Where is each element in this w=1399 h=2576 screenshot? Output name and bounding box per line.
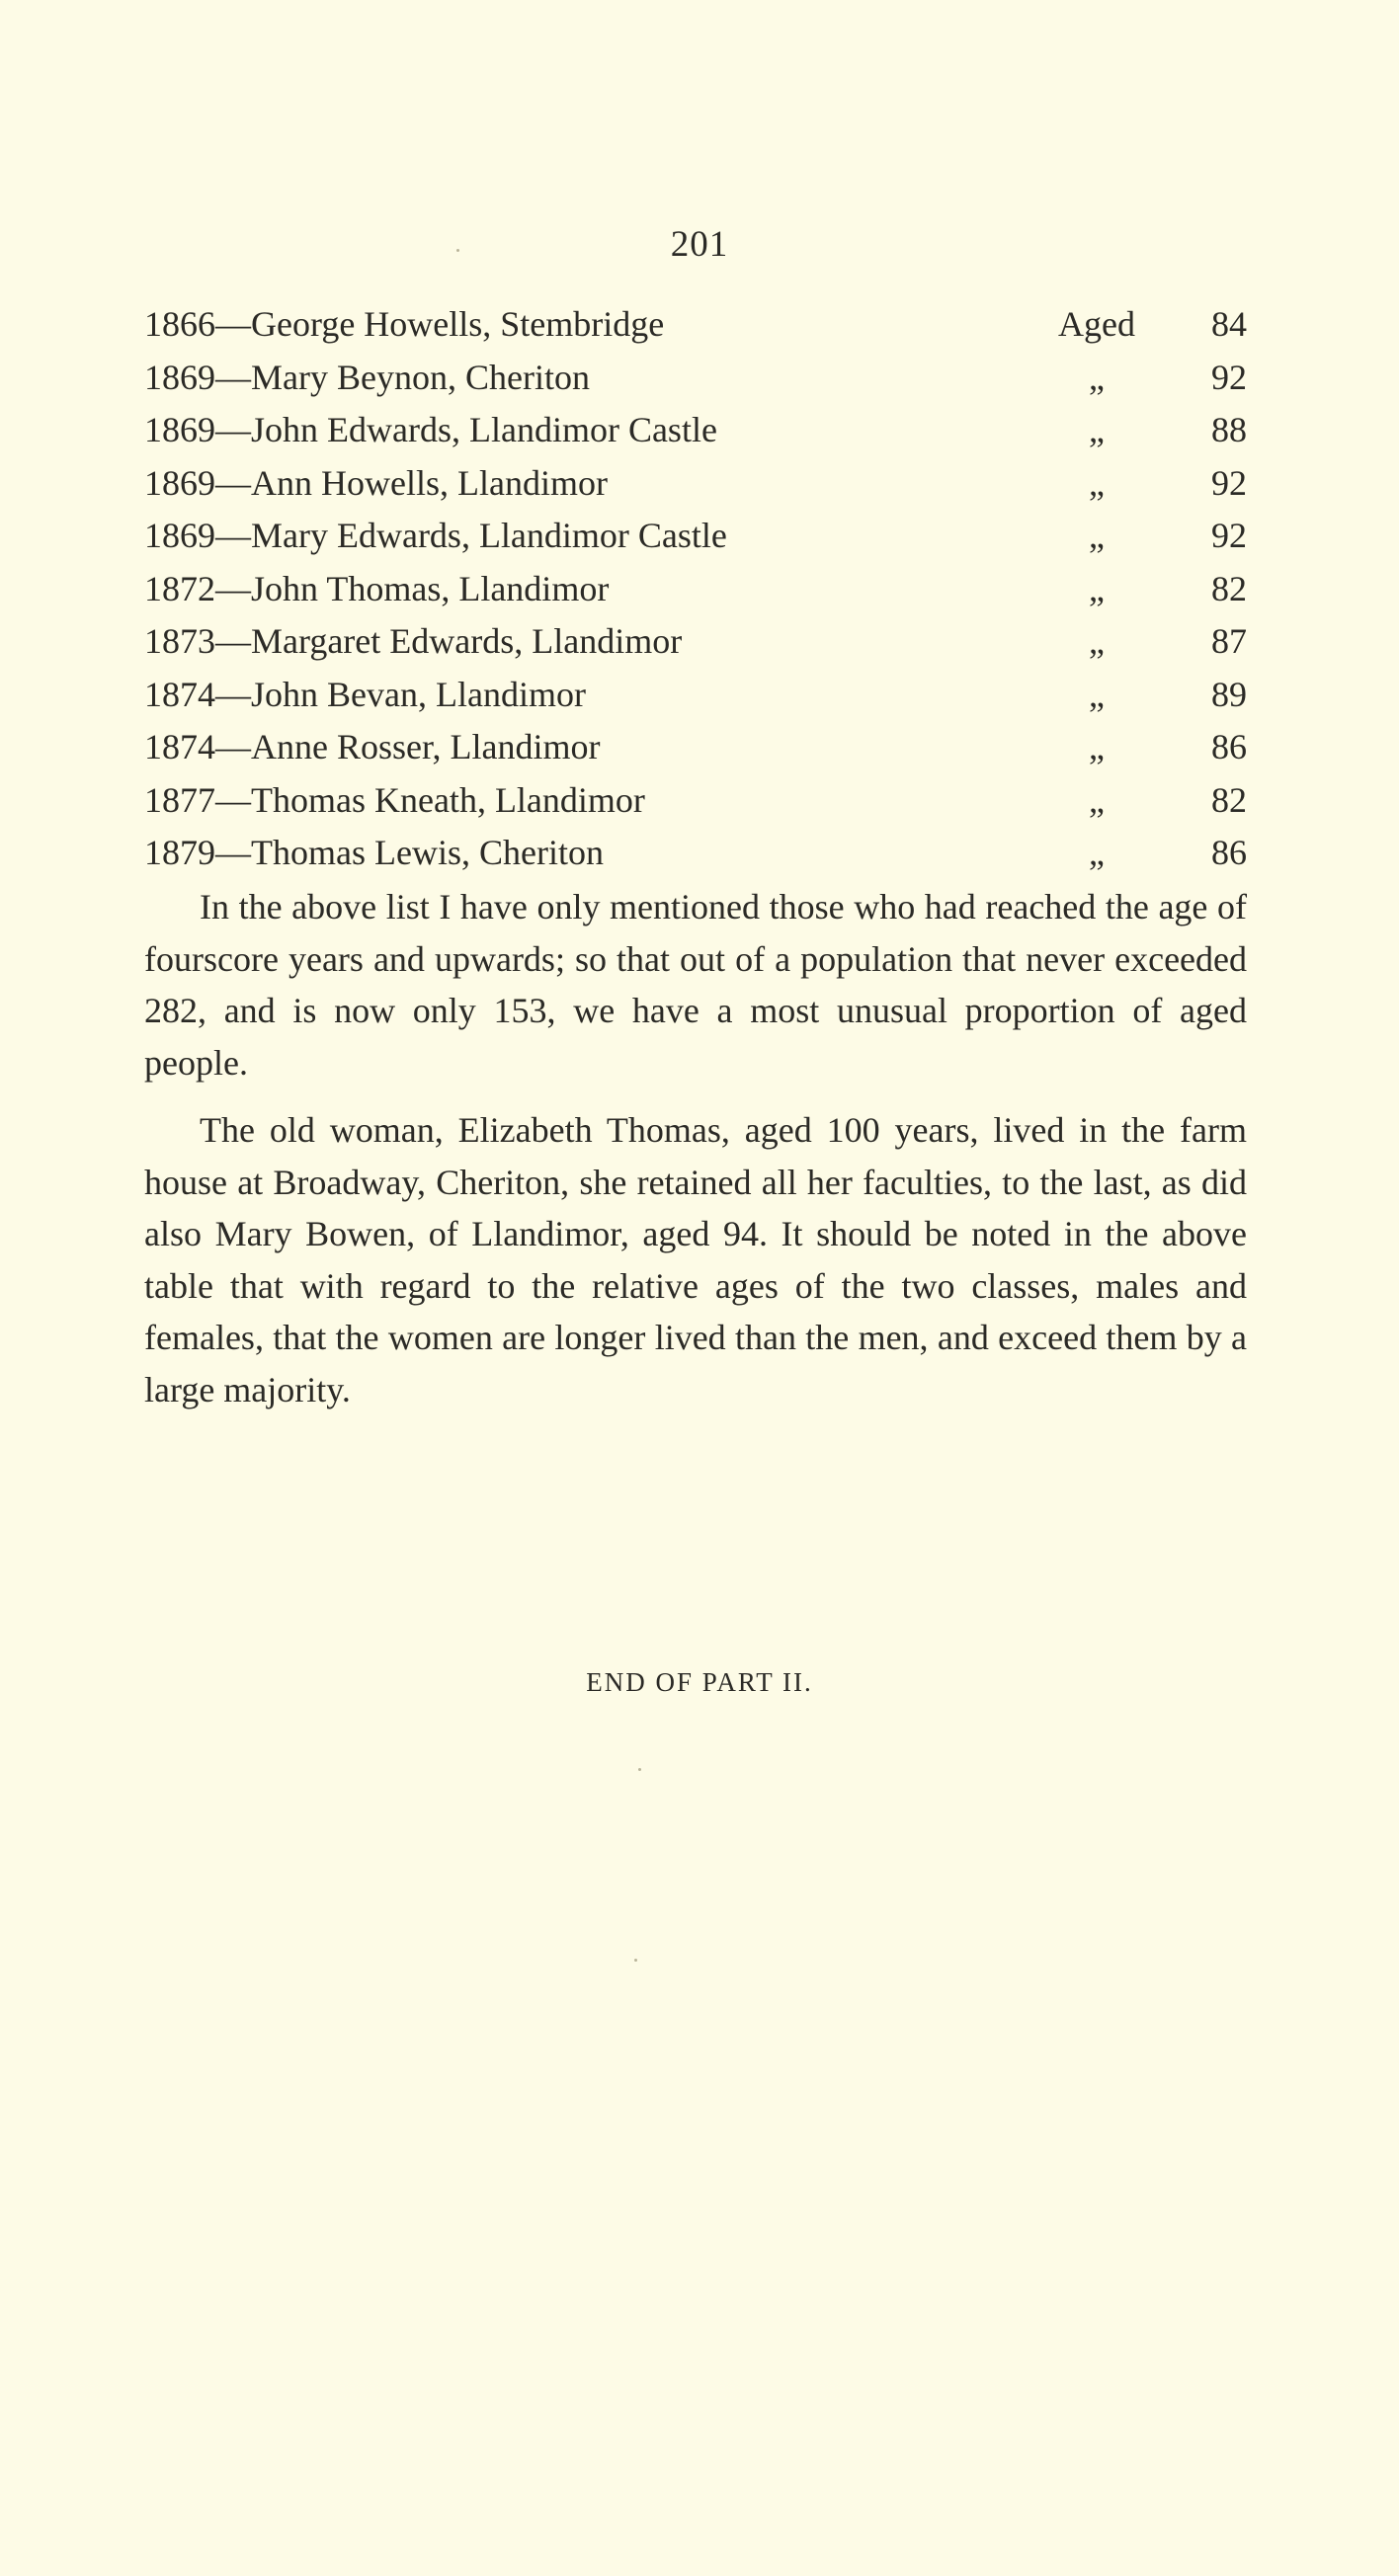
entry-text: 1869—John Edwards, Llandimor Castle bbox=[144, 410, 717, 449]
aged-residents-list bbox=[144, 298, 1247, 880]
age-value: 86 bbox=[1211, 727, 1247, 766]
list-item bbox=[144, 669, 1247, 722]
entry-text: 1869—Mary Edwards, Llandimor Castle bbox=[144, 516, 727, 555]
entry-text: 1874—Anne Rosser, Llandimor bbox=[144, 727, 601, 766]
list-item bbox=[144, 563, 1247, 616]
age-value: 92 bbox=[1211, 357, 1247, 397]
entry-text: 1869—Mary Beynon, Cheriton bbox=[144, 357, 590, 397]
age-value: 86 bbox=[1211, 833, 1247, 872]
list-item bbox=[144, 298, 1247, 352]
entry-text: 1869—Ann Howells, Llandimor bbox=[144, 462, 608, 503]
ditto-mark: „ bbox=[1089, 357, 1105, 397]
end-of-part-heading: END OF PART II. bbox=[586, 1667, 813, 1697]
ditto-mark: „ bbox=[1089, 516, 1105, 555]
list-item bbox=[144, 615, 1247, 669]
paper-speck bbox=[638, 1768, 641, 1771]
age-value: 82 bbox=[1211, 568, 1247, 608]
ditto-mark: „ bbox=[1089, 621, 1105, 661]
list-item bbox=[144, 827, 1247, 880]
list-item bbox=[144, 510, 1247, 563]
list-item bbox=[144, 352, 1247, 405]
entry-text: 1872—John Thomas, Llandimor bbox=[144, 568, 610, 608]
entry-text: 1873—Margaret Edwards, Llandimor bbox=[144, 621, 683, 661]
aged-label: Aged bbox=[1058, 304, 1135, 344]
ditto-mark: „ bbox=[1089, 462, 1105, 503]
ditto-mark: „ bbox=[1089, 833, 1105, 872]
entry-text: 1866—George Howells, Stembridge bbox=[144, 304, 665, 344]
list-item bbox=[144, 774, 1247, 828]
age-value: 89 bbox=[1211, 674, 1247, 714]
age-value: 92 bbox=[1211, 462, 1247, 503]
age-value: 87 bbox=[1211, 621, 1247, 661]
entry-text: 1874—John Bevan, Llandimor bbox=[144, 674, 586, 714]
paper-speck bbox=[634, 1959, 637, 1962]
entry-text: 1879—Thomas Lewis, Cheriton bbox=[144, 833, 604, 872]
list-item bbox=[144, 457, 1247, 511]
ditto-mark: „ bbox=[1089, 410, 1105, 449]
age-value: 92 bbox=[1211, 516, 1247, 555]
paper-speck bbox=[456, 249, 459, 252]
ditto-mark: „ bbox=[1089, 674, 1105, 714]
age-value: 84 bbox=[1211, 304, 1247, 344]
ditto-mark: „ bbox=[1089, 727, 1105, 766]
ditto-mark: „ bbox=[1089, 568, 1105, 608]
entry-text: 1877—Thomas Kneath, Llandimor bbox=[144, 779, 645, 820]
body-paragraph: The old woman, Elizabeth Thomas, aged 100 years, lived in the farm house at Broadway, Cheriton, she retained all her faculties, to the last, as did also Mary Bowen, of Llandimor, aged 94. It should be noted in the above table that with regard to the relative ages of the two classes, males and females, that the women are longer lived than the men, and exceed them by a large majority. bbox=[144, 1110, 1247, 1409]
list-item bbox=[144, 721, 1247, 774]
body-paragraph: In the above list I have only mentioned those who had reached the age of fourscore years and upwards; so that out of a population that never exceeded 282, and is now only 153, we have a most unusual proportion of aged people. bbox=[144, 887, 1247, 1083]
list-item bbox=[144, 404, 1247, 457]
age-value: 82 bbox=[1211, 779, 1247, 820]
page-number: 201 bbox=[670, 224, 729, 265]
age-value: 88 bbox=[1211, 410, 1247, 449]
ditto-mark: „ bbox=[1089, 779, 1105, 820]
